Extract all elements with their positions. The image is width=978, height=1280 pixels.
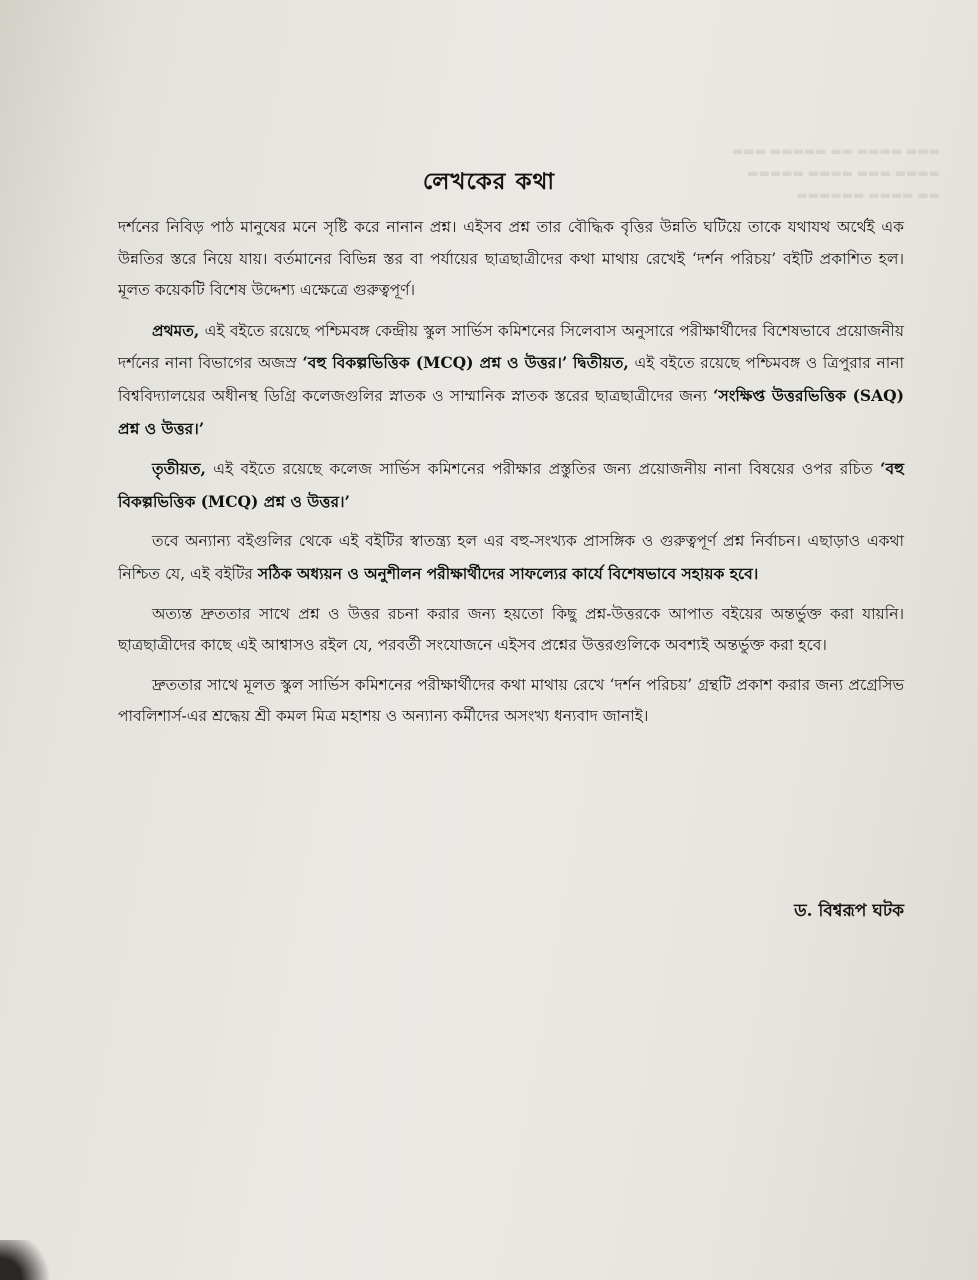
paragraph	[118, 599, 904, 662]
bold-text-run: ‘সংক্ষিপ্ত উত্তরভিত্তিক (SAQ) প্রশ্ন ও উত্তর।’	[118, 385, 904, 438]
paragraph	[118, 453, 904, 518]
bold-text-run: ‘বহু বিকল্পভিত্তিক (MCQ) প্রশ্ন ও উত্তর।’	[118, 459, 904, 511]
bold-text-run: প্রথমত,	[152, 320, 200, 340]
text-run: তবে অন্যান্য বইগুলির থেকে এই বইটির স্বাতন্ত্র্য হল এর বহু-সংখ্যক প্রাসঙ্গিক ও গুরুত্বপূর্ণ প্রশ্ন নির্বাচন। এছাড়াও একথা নিশ্চিত যে, এই বইটির	[118, 532, 904, 583]
bold-text-run: ‘বহু বিকল্পভিত্তিক (MCQ) প্রশ্ন ও উত্তর।’	[302, 353, 568, 373]
paragraph	[118, 670, 904, 733]
preface-body	[118, 212, 904, 741]
show-through-text-decoration: ▬▬▬ ▬▬▬▬ ▬▬ ▬▬▬▬▬ ▬▬▬ ▬▬▬▬ ▬▬▬ ▬▬▬▬ ▬▬▬▬▬ ▬▬ ▬▬▬▬ ▬▬▬▬▬▬	[731, 144, 940, 202]
paragraph	[118, 212, 904, 307]
text-run: এই বইতে রয়েছে পশ্চিমবঙ্গ কেন্দ্রীয় স্কুল সার্ভিস কমিশনের সিলেবাস অনুসারে পরীক্ষার্থীদের বিশেষভাবে প্রয়োজনীয় দর্শনের নানা বিভাগের অজস্র	[118, 321, 904, 373]
paragraph	[118, 315, 904, 445]
text-run: এই বইতে রয়েছে কলেজ সার্ভিস কমিশনের পরীক্ষার প্রস্তুতির জন্য প্রয়োজনীয় নানা বিষয়ের ওপর রচিত	[205, 460, 881, 479]
bold-text-run: তৃতীয়ত,	[152, 459, 206, 479]
paragraph	[118, 526, 904, 590]
text-run: দ্রুততার সাথে মূলত স্কুল সার্ভিস কমিশনের পরীক্ষার্থীদের কথা মাথায় রেখে ‘দর্শন পরিচয়’ গ্রন্থটি প্রকাশ করার জন্য প্রগ্রেসিভ পাবলিশার্স-এর শ্রদ্ধেয় শ্রী কমল মিত্র মহাশয় ও অন্যান্য কর্মীদের অসংখ্য ধন্যবাদ জানাই।	[118, 675, 904, 726]
bold-text-run: সঠিক অধ্যয়ন ও অনুশীলন পরীক্ষার্থীদের সাফল্যের কার্যে বিশেষভাবে সহায়ক হবে।	[257, 563, 759, 583]
page-title: লেখকের কথা	[422, 168, 556, 196]
corner-shadow	[0, 1240, 60, 1280]
text-run: অত্যন্ত দ্রুততার সাথে প্রশ্ন ও উত্তর রচনা করার জন্য হয়তো কিছু প্রশ্ন-উত্তরকে আপাত বইয়ের অন্তর্ভুক্ত করা যায়নি। ছাত্রছাত্রীদের কাছে এই আশ্বাসও রইল যে, পরবর্তী সংযোজনে এইসব প্রশ্নের উত্তরগুলিকে অবশ্যই অন্তর্ভুক্ত করা হবে।	[118, 604, 904, 655]
author-signature: ড. বিশ্বরূপ ঘটক	[794, 901, 904, 921]
text-run: দর্শনের নিবিড় পাঠ মানুষের মনে সৃষ্টি করে নানান প্রশ্ন। এইসব প্রশ্ন তার বৌদ্ধিক বৃত্তির উন্নতি ঘটিয়ে তাকে যথাযথ অর্থেই এক উন্নতির স্তরে নিয়ে যায়। বর্তমানের বিভিন্ন স্তর বা পর্যায়ের ছাত্রছাত্রীদের কথা মাথায় রেখেই ‘দর্শন পরিচয়’ বইটি প্রকাশিত হল। মূলত কয়েকটি বিশেষ উদ্দেশ্য এক্ষেত্রে গুরুত্বপূর্ণ।	[118, 218, 904, 300]
bold-text-run: দ্বিতীয়ত,	[572, 353, 629, 373]
text-run: এই বইতে রয়েছে পশ্চিমবঙ্গ ও ত্রিপুরার নানা বিশ্ববিদ্যালয়ের অধীনস্থ ডিগ্রি কলেজগুলির স্নাতক ও সাম্মানিক স্নাতক স্তরের ছাত্রছাত্রীদের জন্য	[118, 354, 904, 405]
